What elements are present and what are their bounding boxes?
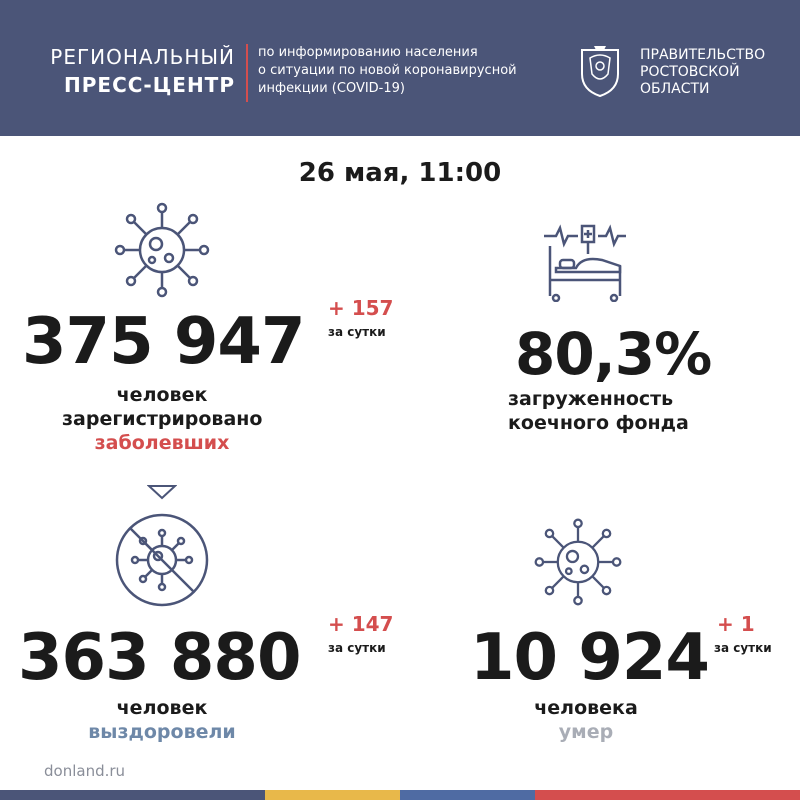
description-line: инфекции (COVID-19) <box>258 81 405 96</box>
deaths-label <box>486 696 686 744</box>
label-line: коечного фонда <box>508 412 689 434</box>
footer-stripe-segment <box>0 790 265 800</box>
label-line: выздоровели <box>88 721 236 743</box>
virus-icon <box>112 200 212 300</box>
footer-stripe-segment <box>265 790 400 800</box>
beds-label <box>508 387 718 435</box>
virus-icon <box>532 516 624 608</box>
label-line: человек <box>116 697 208 719</box>
infected-delta-label: за сутки <box>328 325 386 339</box>
infected-total: 375 947 <box>22 305 305 379</box>
label-line: зарегистрировано <box>62 408 263 430</box>
label-line: человек <box>116 384 208 406</box>
footer-stripe <box>0 790 800 800</box>
label-line: загруженность <box>508 388 674 410</box>
recovered-label <box>62 696 262 744</box>
virus-crossed-icon <box>112 510 212 610</box>
deaths-total: 10 924 <box>470 621 709 695</box>
beds-value: 80,3% <box>515 320 712 388</box>
recovered-delta: + 147 <box>328 612 394 636</box>
footer-stripe-segment <box>400 790 535 800</box>
report-date: 26 мая, 11:00 <box>298 158 502 188</box>
footer-stripe-segment <box>535 790 800 800</box>
recovered-total: 363 880 <box>18 621 301 695</box>
triangle-down-icon <box>147 484 177 500</box>
government-line: ПРАВИТЕЛЬСТВО <box>640 47 766 63</box>
brand-title-line1: РЕГИОНАЛЬНЫЙ <box>50 45 235 69</box>
label-line: человека <box>534 697 638 719</box>
footer-site-link[interactable]: donland.ru <box>44 762 126 780</box>
infected-delta: + 157 <box>328 296 394 320</box>
government-name <box>640 47 765 98</box>
recovered-delta-label: за сутки <box>328 641 386 655</box>
infected-label <box>62 383 262 455</box>
coat-of-arms-icon <box>576 44 624 100</box>
description-line: о ситуации по новой коронавирусной <box>258 63 517 78</box>
header-banner <box>0 0 800 136</box>
deaths-delta-label: за сутки <box>714 641 772 655</box>
header-description <box>258 44 517 98</box>
brand-title-line2: ПРЕСС-ЦЕНТР <box>64 73 235 97</box>
deaths-delta: + 1 <box>717 612 755 636</box>
description-line: по информированию населения <box>258 45 478 60</box>
hospital-bed-icon <box>542 216 628 302</box>
label-line: заболевших <box>94 432 230 454</box>
header-divider <box>246 44 248 102</box>
government-line: ОБЛАСТИ <box>640 81 710 97</box>
government-line: РОСТОВСКОЙ <box>640 64 740 80</box>
label-line: умер <box>558 721 614 743</box>
